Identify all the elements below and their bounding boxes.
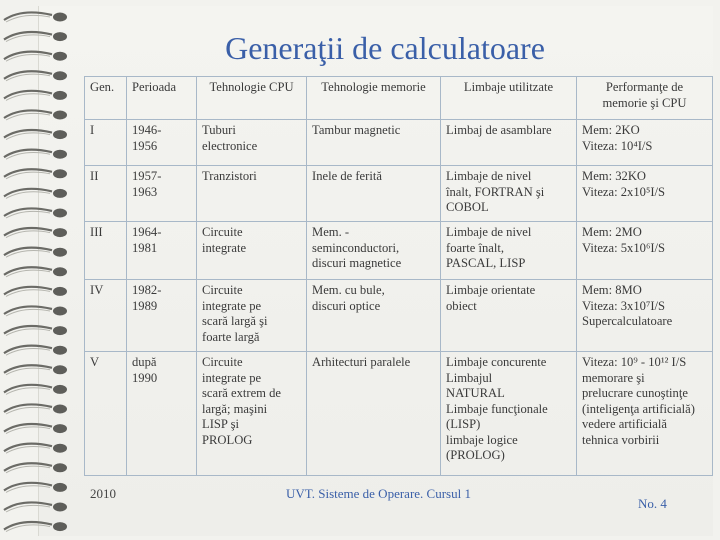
spiral-ring bbox=[4, 502, 67, 512]
cell-line: seminconductori, bbox=[312, 240, 400, 255]
cell-performante bbox=[577, 120, 713, 166]
cell-line: Mem: 32KO bbox=[582, 169, 647, 183]
cell-line: (LISP) bbox=[446, 417, 481, 431]
cell-line: Tranzistori bbox=[202, 169, 257, 183]
cell-performante bbox=[577, 352, 713, 476]
cell-line: scară extrem de bbox=[202, 386, 282, 400]
spiral-binding-decoration bbox=[0, 0, 80, 540]
spiral-ring bbox=[4, 346, 67, 356]
cell-line: Supercalculatoare bbox=[582, 314, 673, 328]
cell-line: obiect bbox=[446, 298, 477, 313]
header-limbaje: Limbaje utilitzate bbox=[441, 77, 577, 120]
header-tehnologie-cpu: Tehnologie CPU bbox=[197, 77, 307, 120]
spiral-ring bbox=[4, 208, 67, 218]
cell-memorie bbox=[307, 166, 441, 222]
spiral-ring bbox=[4, 189, 67, 199]
cell-performante bbox=[577, 280, 713, 352]
cell-line: 1990 bbox=[132, 370, 158, 385]
cell-memorie bbox=[307, 352, 441, 476]
cell-line: Inele de ferită bbox=[312, 169, 382, 183]
cell-line: Viteza: 10⁴I/S bbox=[582, 138, 653, 153]
cell-line: 1989 bbox=[132, 298, 158, 313]
page-number: No. 4 bbox=[638, 496, 667, 511]
cell-line: largă; maşini bbox=[202, 401, 268, 416]
cell-line: foarte înalt, bbox=[446, 240, 505, 255]
spiral-ring bbox=[4, 424, 67, 434]
spiral-ring bbox=[4, 483, 67, 493]
cell-line: 1981 bbox=[132, 240, 158, 255]
header-perioada: Perioada bbox=[127, 77, 197, 120]
header-tehnologie-memorie: Tehnologie memorie bbox=[307, 77, 441, 120]
cell-line: COBOL bbox=[446, 200, 489, 214]
spiral-ring bbox=[4, 169, 67, 179]
footer-course: UVT. Sisteme de Operare. Cursul 1 bbox=[286, 486, 471, 501]
cell-line: (inteligenţa artificială) bbox=[582, 401, 695, 416]
spiral-ring bbox=[4, 444, 67, 454]
spiral-ring bbox=[4, 150, 67, 160]
header-gen: Gen. bbox=[85, 77, 127, 120]
cell-gen: V bbox=[85, 352, 127, 476]
cell-cpu bbox=[197, 120, 307, 166]
cell-line: Limbaje orientate bbox=[446, 283, 536, 297]
cell-performante bbox=[577, 166, 713, 222]
cell-line: PROLOG bbox=[202, 432, 253, 447]
cell-line: Viteza: 3x10⁷I/S bbox=[582, 298, 666, 313]
cell-line: memorare şi bbox=[582, 370, 645, 385]
cell-perioada bbox=[127, 120, 197, 166]
cell-line: 1957- bbox=[132, 169, 162, 183]
cell-line: 1956 bbox=[132, 138, 158, 153]
spiral-ring bbox=[4, 52, 67, 62]
spiral-ring bbox=[4, 326, 67, 336]
cell-line: 1963 bbox=[132, 184, 158, 199]
cell-limbaje bbox=[441, 280, 577, 352]
spiral-ring bbox=[4, 248, 67, 258]
cell-line: 1982- bbox=[132, 283, 162, 297]
cell-line: 1946- bbox=[132, 123, 162, 137]
cell-line: Mem. - bbox=[312, 225, 350, 239]
cell-gen: IV bbox=[85, 280, 127, 352]
table-header-row bbox=[85, 77, 713, 120]
cell-line: discuri optice bbox=[312, 298, 381, 313]
table-row bbox=[85, 166, 713, 222]
cell-line: vedere artificială bbox=[582, 417, 667, 431]
spiral-ring bbox=[4, 267, 67, 277]
cell-line: integrate pe bbox=[202, 298, 262, 313]
table-row bbox=[85, 222, 713, 280]
spiral-ring bbox=[4, 32, 67, 42]
cell-line: scară largă şi bbox=[202, 314, 268, 328]
cell-cpu bbox=[197, 166, 307, 222]
cell-line: Mem: 2KO bbox=[582, 123, 640, 137]
table-row bbox=[85, 352, 713, 476]
cell-line: Limbaje concurente bbox=[446, 355, 547, 369]
cell-line: tehnica vorbirii bbox=[582, 432, 660, 447]
cell-line: electronice bbox=[202, 138, 258, 153]
cell-line: Arhitecturi paralele bbox=[312, 355, 411, 369]
cell-perioada bbox=[127, 352, 197, 476]
spiral-ring bbox=[4, 306, 67, 316]
cell-line: Limbaje de nivel bbox=[446, 225, 532, 239]
cell-limbaje bbox=[441, 166, 577, 222]
cell-line: integrate bbox=[202, 240, 247, 255]
spiral-ring bbox=[4, 365, 67, 375]
cell-memorie bbox=[307, 120, 441, 166]
spiral-ring bbox=[4, 287, 67, 297]
cell-perioada bbox=[127, 222, 197, 280]
cell-line: integrate pe bbox=[202, 370, 262, 385]
cell-line: Tambur magnetic bbox=[312, 123, 401, 137]
cell-cpu bbox=[197, 280, 307, 352]
cell-line: foarte largă bbox=[202, 329, 260, 344]
spiral-ring bbox=[4, 12, 67, 22]
cell-perioada bbox=[127, 280, 197, 352]
cell-line: Circuite bbox=[202, 283, 243, 297]
cell-line: discuri magnetice bbox=[312, 256, 402, 270]
spiral-ring bbox=[4, 463, 67, 473]
cell-line: Mem. cu bule, bbox=[312, 283, 385, 297]
cell-line: Limbaj de asamblare bbox=[446, 123, 552, 137]
cell-line: (PROLOG) bbox=[446, 448, 505, 462]
cell-line: Tuburi bbox=[202, 123, 236, 137]
cell-cpu bbox=[197, 352, 307, 476]
table-row bbox=[85, 280, 713, 352]
cell-line: Mem: 2MO bbox=[582, 225, 642, 239]
spiral-ring bbox=[4, 91, 67, 101]
spiral-ring bbox=[4, 130, 67, 140]
cell-memorie bbox=[307, 280, 441, 352]
cell-gen: III bbox=[85, 222, 127, 280]
cell-limbaje bbox=[441, 352, 577, 476]
slide-title: Generaţii de calculatoare bbox=[225, 30, 545, 66]
cell-limbaje bbox=[441, 222, 577, 280]
cell-limbaje bbox=[441, 120, 577, 166]
footer-year: 2010 bbox=[90, 486, 116, 501]
cell-line: Circuite bbox=[202, 225, 243, 239]
cell-performante bbox=[577, 222, 713, 280]
cell-line: Limbaje funcţionale bbox=[446, 401, 548, 416]
spiral-ring bbox=[4, 71, 67, 81]
cell-line: Mem: 8MO bbox=[582, 283, 642, 297]
spiral-ring bbox=[4, 228, 67, 238]
header-performante: Performanţe de memorie şi CPU bbox=[577, 77, 713, 120]
cell-memorie bbox=[307, 222, 441, 280]
spiral-ring bbox=[4, 522, 67, 532]
cell-line: NATURAL bbox=[446, 386, 505, 400]
cell-line: Limbaje de nivel bbox=[446, 169, 532, 183]
spiral-ring bbox=[4, 110, 67, 120]
cell-line: Viteza: 10⁹ - 10¹² I/S bbox=[582, 355, 687, 369]
cell-line: prelucrare cunoştinţe bbox=[582, 386, 688, 400]
cell-cpu bbox=[197, 222, 307, 280]
table-row bbox=[85, 120, 713, 166]
cell-line: Viteza: 2x10⁵I/S bbox=[582, 184, 666, 199]
cell-line: înalt, FORTRAN şi bbox=[446, 184, 545, 199]
spiral-ring bbox=[4, 385, 67, 395]
cell-gen: II bbox=[85, 166, 127, 222]
spiral-ring bbox=[4, 404, 67, 414]
cell-line: limbaje logice bbox=[446, 432, 518, 447]
cell-perioada bbox=[127, 166, 197, 222]
cell-gen: I bbox=[85, 120, 127, 166]
cell-line: PASCAL, LISP bbox=[446, 256, 526, 270]
cell-line: după bbox=[132, 355, 157, 369]
cell-line: 1964- bbox=[132, 225, 162, 239]
cell-line: Limbajul bbox=[446, 370, 493, 385]
cell-line: LISP şi bbox=[202, 417, 239, 431]
cell-line: Viteza: 5x10⁶I/S bbox=[582, 240, 666, 255]
generations-table bbox=[84, 76, 713, 476]
cell-line: Circuite bbox=[202, 355, 243, 369]
